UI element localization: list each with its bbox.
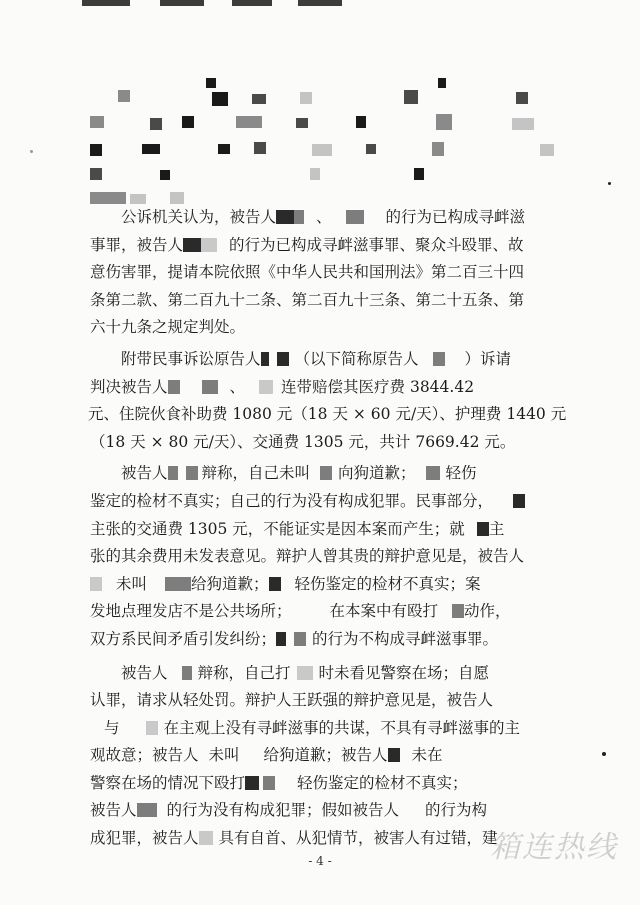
- text: 六十九条之规定判处。: [90, 318, 246, 337]
- scan-speck: [602, 752, 606, 756]
- redaction: [201, 238, 217, 252]
- redaction: [294, 632, 306, 646]
- text: 轻伤: [445, 464, 477, 483]
- paragraph-prosecution: [90, 204, 560, 342]
- redaction: [259, 380, 273, 394]
- text: 被告人: [121, 464, 168, 483]
- text: 双方系民间矛盾引发纠纷；: [90, 629, 277, 648]
- redaction: [186, 466, 198, 480]
- text: 条第二款、第二百九十二条、第二百九十三条、第二十五条、第: [90, 290, 525, 309]
- redaction: [245, 776, 259, 790]
- redaction: [297, 666, 313, 680]
- redaction: [388, 748, 400, 762]
- redaction: [146, 721, 158, 735]
- redaction: [346, 210, 364, 224]
- redaction: [261, 352, 269, 366]
- text: 在本案中有殴打: [329, 602, 439, 621]
- redaction: [182, 666, 192, 680]
- text: 轻伤鉴定的检材不真实；案: [294, 574, 481, 593]
- text: （以下简称原告人: [294, 349, 419, 368]
- redaction: [320, 466, 332, 480]
- text: 判决被告人: [90, 377, 168, 396]
- redaction: [168, 380, 180, 394]
- text: 主张的交通费 1305 元，不能证实是因本案而产生；就: [90, 519, 465, 538]
- text: 轻伤鉴定的检材不真实；: [297, 773, 468, 792]
- text: 时未看见警察在场；自愿: [318, 663, 490, 682]
- text: 的行为已构成寻衅滋: [385, 208, 526, 226]
- paragraph-civil-claim: [88, 346, 567, 456]
- redaction: [277, 352, 289, 366]
- text: 给狗道歉；被告人: [263, 746, 388, 765]
- redaction: [513, 494, 525, 508]
- text: （18 天 × 80 元/天）、交通费 1305 元，共计 7669.42 元。: [90, 432, 516, 451]
- document-body: [88, 204, 567, 853]
- text: 在主观上没有寻衅滋事的共谋，不具有寻衅滋事的主: [163, 718, 521, 737]
- redaction: [477, 522, 489, 536]
- text: 、: [229, 377, 246, 396]
- text: 意伤害罪，提请本院依照《中华人民共和国刑法》第二百三十四: [90, 263, 525, 282]
- text: 的行为已构成寻衅滋事罪、聚众斗殴罪、故: [229, 235, 524, 254]
- redaction: [183, 238, 201, 252]
- text: 张的其余费用未发表意见。辩护人曾其贵的辩护意见是，被告人: [90, 547, 525, 566]
- text: ）诉请: [464, 349, 512, 368]
- text: 观故意；被告人: [90, 746, 199, 765]
- text: 未在: [411, 746, 443, 765]
- redaction: [137, 803, 157, 817]
- text: 发地点理发店不是公共场所；: [90, 602, 292, 621]
- page-number: - 4 -: [308, 854, 332, 868]
- text: 与: [104, 718, 120, 737]
- scan-speck: [608, 182, 611, 185]
- text: 被告人: [90, 801, 137, 820]
- text: 公诉机关认为，被告人: [121, 208, 277, 226]
- text: 事罪，被告人: [90, 235, 184, 254]
- text: 未叫: [208, 746, 240, 765]
- redaction: [294, 210, 304, 224]
- text: 、: [316, 208, 332, 226]
- text: 主: [488, 519, 505, 538]
- redaction: [452, 604, 464, 618]
- text: 连带赔偿其医疗费 3844.42: [281, 377, 475, 396]
- text: 辩称，自己打: [197, 663, 291, 682]
- redaction: [90, 577, 102, 591]
- text: 附带民事诉讼原告人: [121, 349, 261, 368]
- text: 警察在场的情况下殴打: [90, 773, 246, 792]
- text: 动作，: [464, 602, 511, 621]
- redaction: [276, 632, 286, 646]
- redaction: [202, 380, 218, 394]
- redaction: [199, 831, 213, 845]
- text: 辩称，自己未叫: [201, 464, 311, 483]
- text: 未叫: [116, 574, 148, 593]
- watermark-text: 箱连热线: [490, 830, 618, 865]
- text: 的行为构: [425, 801, 488, 820]
- scan-speck: [30, 150, 33, 153]
- text: 元、住院伙食补助费 1080 元（18 天 × 60 元/天）、护理费 1440 元: [88, 405, 567, 424]
- text: 给狗道歉；: [191, 574, 269, 593]
- text: 成犯罪，被告人: [90, 829, 199, 848]
- text: 具有自首、从犯情节，被害人有过错，建: [218, 829, 498, 848]
- redacted-header-block: [0, 0, 640, 210]
- redaction: [269, 577, 281, 591]
- paragraph-defendant-1: [90, 460, 560, 653]
- redaction: [426, 466, 440, 480]
- redaction: [433, 352, 445, 366]
- text: 向狗道歉；: [338, 464, 416, 483]
- text: 鉴定的检材不真实；自己的行为没有构成犯罪。民事部分，: [90, 491, 494, 510]
- text: 的行为不构成寻衅滋事罪。: [312, 629, 499, 648]
- redaction: [276, 210, 294, 224]
- redaction: [168, 466, 178, 480]
- text: 被告人: [121, 663, 168, 682]
- text: 的行为没有构成犯罪；假如被告人: [166, 801, 400, 820]
- text: 认罪，请求从轻处罚。辩护人王跃强的辩护意见是，被告人: [90, 691, 494, 710]
- redaction: [263, 776, 275, 790]
- redaction: [165, 577, 191, 591]
